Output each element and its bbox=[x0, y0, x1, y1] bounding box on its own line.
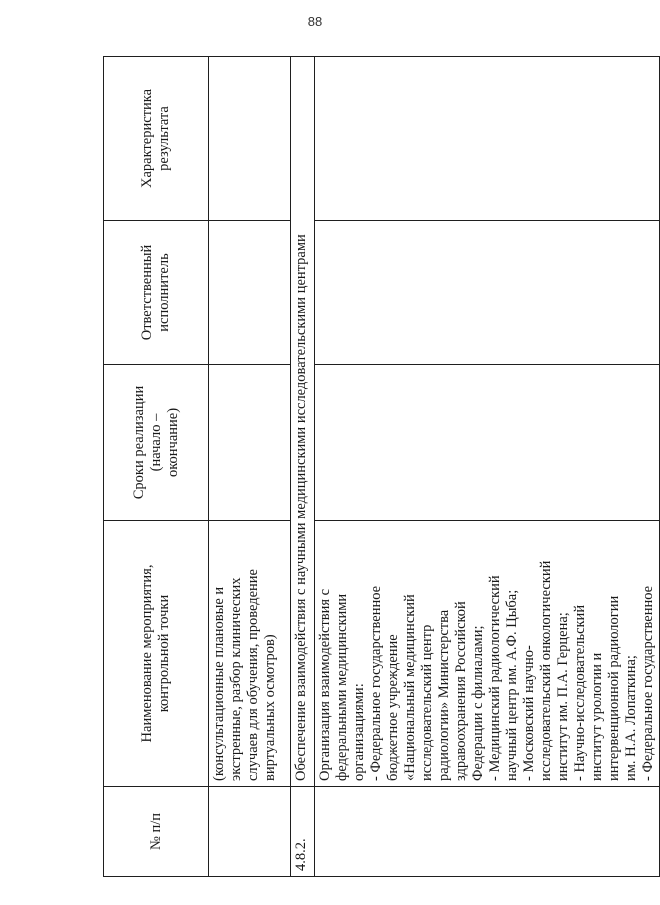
cell-result bbox=[209, 57, 291, 221]
cell-text-line: - Медицинский радиологический bbox=[487, 575, 503, 781]
cell-num bbox=[315, 787, 660, 877]
cell-text-line: интервенционной радиологии bbox=[606, 595, 622, 781]
cell-text-line: (консультационные плановые и bbox=[211, 586, 227, 781]
cell-name bbox=[209, 521, 291, 787]
table-row bbox=[209, 57, 291, 877]
cell-text-line: виртуальных осмотров) bbox=[262, 634, 278, 781]
cell-text-line: исследовательский центр bbox=[419, 624, 435, 781]
cell-text-line: институт им. П.А. Герцена; bbox=[555, 612, 571, 781]
cell-text-line: им. Н.А. Лопаткина; bbox=[623, 655, 639, 781]
cell-terms bbox=[315, 365, 660, 521]
cell-text-line: Федерации с филиалами; bbox=[470, 625, 486, 781]
cell-text-line: - Научно-исследовательский bbox=[572, 604, 588, 781]
cell-text-line: научный центр им. А.Ф. Цыба; bbox=[504, 589, 520, 781]
cell-text-line: организациями: bbox=[351, 683, 367, 781]
plan-table bbox=[103, 56, 660, 877]
section-number: 4.8.2. bbox=[291, 787, 315, 877]
header-num: № п/п bbox=[104, 787, 209, 877]
cell-text-line: - Московский научно- bbox=[521, 645, 537, 781]
cell-text-line: случаев для обучения, проведение bbox=[245, 569, 261, 781]
cell-text-line: федеральными медицинскими bbox=[334, 593, 350, 781]
header-name-line: Наименование мероприятия, bbox=[139, 564, 155, 743]
header-name-line: контрольной точки bbox=[156, 594, 172, 713]
header-terms bbox=[104, 365, 209, 521]
cell-text-line: бюджетное учреждение bbox=[385, 634, 401, 781]
cell-text-line: радиологии» Министерства bbox=[436, 609, 452, 781]
cell-name bbox=[315, 521, 660, 787]
cell-text-line: исследовательский онкологический bbox=[538, 560, 554, 781]
header-responsible-line: Ответственный bbox=[139, 244, 155, 341]
header-result: Характеристика результата bbox=[104, 57, 209, 221]
cell-terms bbox=[209, 365, 291, 521]
cell-text-line: институт урологии и bbox=[589, 652, 605, 781]
cell-num bbox=[209, 787, 291, 877]
section-row bbox=[291, 57, 315, 877]
header-responsible bbox=[104, 221, 209, 365]
table-row bbox=[315, 57, 660, 877]
cell-text-line: - Федеральное государственное bbox=[368, 585, 384, 781]
section-title: Обеспечение взаимодействия с научными медицинскими исследовательскими центрами bbox=[291, 57, 315, 787]
cell-responsible bbox=[209, 221, 291, 365]
table-header-row bbox=[104, 57, 209, 877]
cell-responsible bbox=[315, 221, 660, 365]
cell-text-line: Организация взаимодействия с bbox=[317, 588, 333, 781]
page-number: 88 bbox=[307, 14, 323, 29]
cell-text-line: - Федеральное государственное bbox=[640, 585, 656, 781]
header-terms-line: (начало – bbox=[147, 413, 164, 472]
rotated-table-wrapper bbox=[103, 57, 656, 877]
header-name bbox=[104, 521, 209, 787]
header-terms-line: Сроки реализации bbox=[130, 385, 147, 500]
cell-text-line: «Национальный медицинский bbox=[402, 594, 418, 781]
cell-result bbox=[315, 57, 660, 221]
cell-text-line: экстренные, разбор клинических bbox=[228, 577, 244, 781]
header-terms-line: окончание) bbox=[164, 407, 181, 478]
cell-text-line: здравоохранения Российской bbox=[453, 601, 469, 781]
header-responsible-line: исполнитель bbox=[156, 253, 172, 332]
